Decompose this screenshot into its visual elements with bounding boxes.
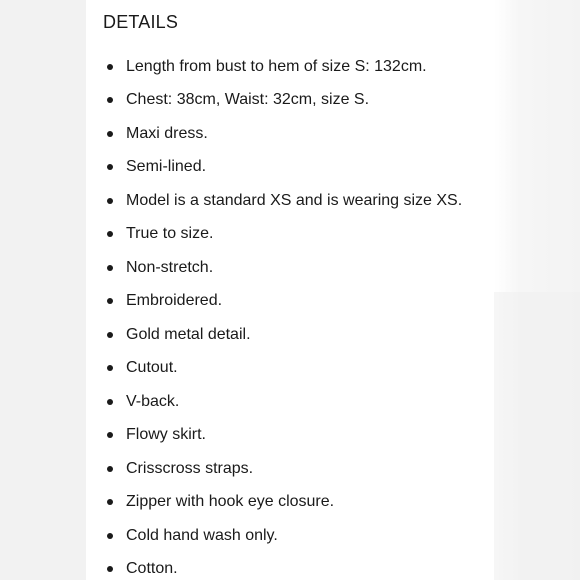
- bullet-icon: [107, 298, 113, 304]
- list-item: [0, 89, 500, 111]
- list-item-text: Flowy skirt.: [126, 426, 206, 443]
- list-item-text: Non-stretch.: [126, 259, 214, 276]
- list-item: [0, 357, 500, 379]
- list-item-text: True to size.: [126, 225, 214, 242]
- bullet-icon: [107, 131, 113, 137]
- list-item-text: Gold metal detail.: [126, 326, 251, 343]
- bullet-icon: [107, 265, 113, 271]
- list-item-text: Model is a standard XS and is wearing size XS.: [126, 192, 463, 209]
- right-background-shade: [494, 292, 580, 580]
- list-item: [0, 123, 500, 145]
- bullet-icon: [107, 332, 113, 338]
- list-item-text: Chest: 38cm, Waist: 32cm, size S.: [126, 91, 370, 108]
- bullet-icon: [107, 499, 113, 505]
- bullet-icon: [107, 432, 113, 438]
- list-item-text: Maxi dress.: [126, 125, 208, 142]
- list-item: [0, 391, 500, 413]
- list-item-text: V-back.: [126, 393, 180, 410]
- list-item: [0, 491, 500, 513]
- list-item: [0, 558, 500, 580]
- list-item: [0, 324, 500, 346]
- list-item-text: Zipper with hook eye closure.: [126, 493, 335, 510]
- right-background-band: [494, 0, 580, 580]
- bullet-icon: [107, 198, 113, 204]
- list-item: [0, 525, 500, 547]
- list-item-text: Crisscross straps.: [126, 460, 254, 477]
- list-item-text: Cutout.: [126, 359, 178, 376]
- list-item-text: Embroidered.: [126, 292, 223, 309]
- list-item: [0, 56, 500, 78]
- list-item: [0, 290, 500, 312]
- list-item: [0, 424, 500, 446]
- list-item: [0, 458, 500, 480]
- bullet-icon: [107, 231, 113, 237]
- list-item: [0, 257, 500, 279]
- bullet-icon: [107, 466, 113, 472]
- details-heading: DETAILS: [103, 12, 179, 32]
- bullet-icon: [107, 566, 113, 572]
- list-item: [0, 223, 500, 245]
- list-item-text: Cold hand wash only.: [126, 527, 278, 544]
- list-item-text: Length from bust to hem of size S: 132cm.: [126, 58, 427, 75]
- bullet-icon: [107, 399, 113, 405]
- list-item: [0, 156, 500, 178]
- list-item: [0, 190, 500, 212]
- bullet-icon: [107, 365, 113, 371]
- bullet-icon: [107, 164, 113, 170]
- list-item-text: Cotton.: [126, 560, 178, 577]
- bullet-icon: [107, 97, 113, 103]
- bullet-icon: [107, 533, 113, 539]
- bullet-icon: [107, 64, 113, 70]
- list-item-text: Semi-lined.: [126, 158, 207, 175]
